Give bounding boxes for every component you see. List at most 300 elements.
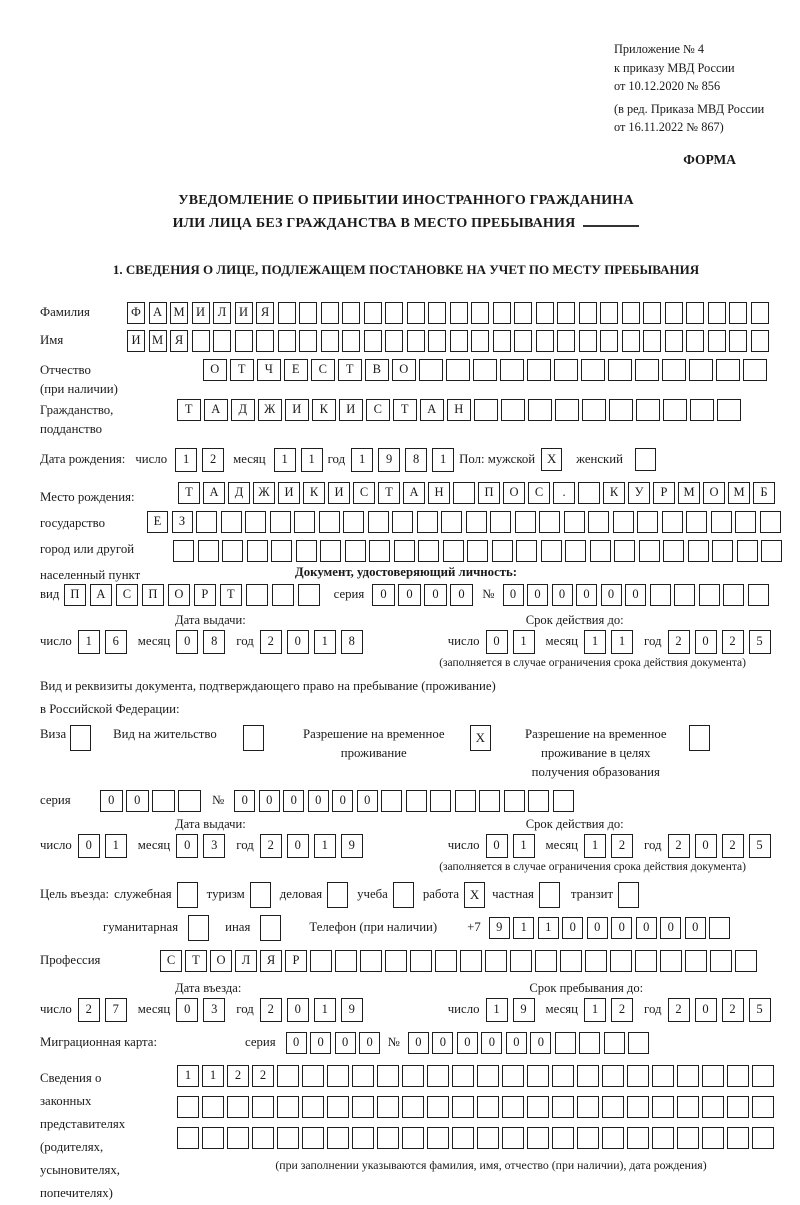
form-cell [277, 1096, 299, 1118]
form-cell: 0 [357, 790, 378, 812]
form-cell [452, 1096, 474, 1118]
form-cell: 9 [513, 998, 535, 1022]
form-cell [477, 1065, 499, 1087]
form-cell [708, 302, 726, 324]
month-label: месяц [545, 634, 579, 648]
form-cell [246, 584, 269, 606]
form-cell [501, 399, 525, 421]
birth-month-label: месяц [233, 452, 266, 466]
form-cell [319, 511, 340, 533]
legal-reps-cells-row1 [177, 1065, 772, 1087]
form-cell [320, 540, 341, 562]
stay-series-label: серия [40, 793, 71, 807]
patronymic-label-line1: Отчество [40, 362, 91, 377]
form-cell [446, 359, 470, 381]
form-cell [453, 482, 475, 504]
form-cell [441, 511, 462, 533]
form-cell [636, 399, 660, 421]
form-cell [410, 950, 432, 972]
form-cell [627, 1065, 649, 1087]
form-cell [177, 1096, 199, 1118]
form-cell [430, 790, 451, 812]
form-cell [278, 302, 296, 324]
legal-reps-label-line1: Сведения о [40, 1070, 102, 1085]
day-label: число [40, 1002, 72, 1016]
form-cell [637, 511, 658, 533]
form-cell [278, 330, 296, 352]
form-cell [622, 330, 640, 352]
form-cell [674, 584, 695, 606]
form-cell [609, 399, 633, 421]
form-cell [272, 584, 295, 606]
form-cell [662, 359, 686, 381]
form-cell [677, 1065, 699, 1087]
form-cell [555, 399, 579, 421]
form-cell [737, 540, 758, 562]
form-cell [402, 1096, 424, 1118]
form-cell [343, 511, 364, 533]
form-cell [443, 540, 464, 562]
surname-cells [127, 302, 772, 324]
checkbox-official [177, 882, 198, 908]
form-cell: Ж [253, 482, 275, 504]
purpose-private-label: частная [492, 887, 534, 901]
form-cell [368, 511, 389, 533]
form-cell: 0 [176, 998, 198, 1022]
migration-series-cells [286, 1032, 384, 1054]
form-cell: 2 [78, 998, 100, 1022]
form-cell [514, 302, 532, 324]
form-cell [708, 330, 726, 352]
form-cell: 1 [584, 630, 606, 654]
form-cell: 0 [408, 1032, 429, 1054]
form-cell [296, 540, 317, 562]
stay-date-headers [40, 817, 772, 832]
form-cell [579, 302, 597, 324]
form-cell: 0 [695, 834, 717, 858]
stay-number-sign: № [212, 793, 225, 807]
form-cell: . [553, 482, 575, 504]
day-label: число [447, 838, 480, 852]
form-cell [686, 302, 704, 324]
identity-note: (заполняется в случае ограничения срока действия документа) [439, 656, 746, 669]
form-cell [552, 1065, 574, 1087]
form-cell [235, 330, 253, 352]
checkbox-temp-residence: X [470, 725, 491, 751]
form-cell: Р [194, 584, 217, 606]
form-cell [743, 359, 767, 381]
form-cell: 0 [527, 584, 548, 606]
form-cell: 0 [308, 790, 329, 812]
form-cell: 0 [457, 1032, 478, 1054]
form-cell [381, 790, 402, 812]
form-cell: И [127, 330, 145, 352]
form-cell [178, 790, 201, 812]
day-label: число [40, 634, 72, 648]
valid-day-cells [486, 630, 540, 654]
form-cell [428, 330, 446, 352]
form-cell [385, 950, 407, 972]
form-cell [510, 950, 532, 972]
form-cell: 2 [260, 998, 282, 1022]
form-cell [643, 302, 661, 324]
form-cell [635, 359, 659, 381]
form-cell [729, 330, 747, 352]
form-cell [702, 1096, 724, 1118]
checkbox-male: X [541, 448, 562, 471]
form-cell [527, 1096, 549, 1118]
year-label: год [644, 634, 662, 648]
form-cell [577, 1127, 599, 1149]
purpose-tourism-label: туризм [206, 887, 245, 901]
form-cell [270, 511, 291, 533]
issue-month-cells [176, 630, 230, 654]
form-cell: 8 [203, 630, 225, 654]
form-cell [299, 330, 317, 352]
form-cell: А [204, 399, 228, 421]
citizenship-label-line1: Гражданство, [40, 402, 114, 417]
form-cell [516, 540, 537, 562]
month-label: месяц [137, 838, 171, 852]
form-cell [652, 1065, 674, 1087]
form-cell [660, 950, 682, 972]
stay-until-month-cells [584, 998, 638, 1022]
identity-type-label: вид [40, 587, 60, 601]
valid-month-cells [584, 834, 638, 858]
visit-purpose-intro: Цель въезда: [40, 887, 110, 901]
form-cell [198, 540, 219, 562]
form-cell: К [603, 482, 625, 504]
form-cell: 0 [126, 790, 149, 812]
form-cell [515, 511, 536, 533]
form-cell: 2 [252, 1065, 274, 1087]
form-cell: 0 [335, 1032, 356, 1054]
form-cell [613, 511, 634, 533]
form-cell: Т [338, 359, 362, 381]
form-cell [639, 540, 660, 562]
birth-place-cells-row1 [178, 482, 772, 504]
form-cell [527, 1065, 549, 1087]
form-cell [192, 330, 210, 352]
form-cell: С [528, 482, 550, 504]
form-cell: 1 [177, 1065, 199, 1087]
purpose-study-label: учеба [357, 887, 388, 901]
identity-valid-header: Срок действия до: [525, 612, 624, 627]
issue-month-cells [176, 834, 230, 858]
form-cell [535, 950, 557, 972]
birth-date-label: Дата рождения: [40, 452, 126, 466]
form-cell [627, 1096, 649, 1118]
birth-day-cells [175, 448, 229, 472]
form-cell [352, 1127, 374, 1149]
form-cell [277, 1065, 299, 1087]
legal-reps-label-line6: попечителях) [40, 1185, 113, 1200]
form-cell [427, 1127, 449, 1149]
form-cell: 0 [176, 630, 198, 654]
given-name-row [40, 330, 772, 352]
birth-place-cells-row3 [173, 540, 772, 562]
form-cell [600, 330, 618, 352]
form-cell [221, 511, 242, 533]
form-cell [452, 1065, 474, 1087]
migration-number-cells [408, 1032, 653, 1054]
checkbox-business [327, 882, 348, 908]
form-cell: С [160, 950, 182, 972]
form-cell [310, 950, 332, 972]
form-cell: 1 [105, 834, 127, 858]
legal-reps-block [40, 1065, 772, 1200]
form-cell [202, 1127, 224, 1149]
title-line2: ИЛИ ЛИЦА БЕЗ ГРАЖДАНСТВА В МЕСТО ПРЕБЫВАНИЯ [40, 212, 772, 235]
form-cell: Е [284, 359, 308, 381]
form-cell [392, 511, 413, 533]
form-cell [735, 950, 757, 972]
form-cell [608, 359, 632, 381]
identity-series-label: серия [333, 587, 365, 601]
checkbox-humanitarian [188, 915, 209, 941]
form-cell: 1 [314, 998, 336, 1022]
stay-issue-header: Дата выдачи: [175, 816, 246, 831]
form-cell [471, 330, 489, 352]
day-label: число [40, 838, 72, 852]
stay-note: (заполняется в случае ограничения срока действия документа) [439, 860, 746, 873]
form-cell: 1 [538, 917, 559, 939]
form-cell: 1 [351, 448, 373, 472]
migration-series-label: серия [245, 1035, 276, 1049]
form-cell [247, 540, 268, 562]
form-cell [528, 399, 552, 421]
issue-year-cells [260, 630, 368, 654]
checkbox-transit [618, 882, 639, 908]
entry-date-header: Дата въезда: [175, 980, 242, 995]
form-cell [450, 330, 468, 352]
form-cell: Т [178, 482, 200, 504]
form-cell [466, 511, 487, 533]
form-cell [610, 950, 632, 972]
month-label: месяц [545, 1002, 579, 1016]
form-cell [555, 1032, 576, 1054]
form-cell [152, 790, 175, 812]
form-cell: Т [185, 950, 207, 972]
form-cell [196, 511, 217, 533]
form-cell: И [285, 399, 309, 421]
form-cell [677, 1096, 699, 1118]
birth-place-label-line4: населенный пункт [40, 567, 141, 582]
form-cell [202, 1096, 224, 1118]
stay-dates-row [40, 834, 772, 858]
form-cell: Р [653, 482, 675, 504]
valid-year-cells [668, 630, 776, 654]
form-cell [541, 540, 562, 562]
form-cell [298, 584, 321, 606]
gender-male-label: Пол: мужской [459, 452, 536, 466]
entry-dates-row [40, 998, 772, 1022]
form-cell [604, 1032, 625, 1054]
form-cell: 0 [398, 584, 421, 606]
form-cell [502, 1096, 524, 1118]
form-cell: Б [753, 482, 775, 504]
form-cell: 0 [695, 630, 717, 654]
entry-date-headers [40, 981, 772, 996]
form-cell: Т [230, 359, 254, 381]
form-cell [402, 1065, 424, 1087]
form-cell: 0 [636, 917, 657, 939]
purpose-work [423, 882, 485, 908]
form-cell [709, 917, 730, 939]
form-cell: И [328, 482, 350, 504]
profession-label: Профессия [40, 952, 101, 967]
form-cell [565, 540, 586, 562]
form-cell [702, 1127, 724, 1149]
form-cell [727, 1065, 749, 1087]
form-cell: 9 [378, 448, 400, 472]
citizenship-label [40, 399, 177, 439]
year-label: год [236, 634, 254, 648]
form-cell [528, 790, 549, 812]
form-cell: 0 [424, 584, 447, 606]
form-cell [327, 1127, 349, 1149]
form-cell [635, 950, 657, 972]
form-cell [327, 1065, 349, 1087]
form-cell: 5 [749, 834, 771, 858]
form-cell: 3 [203, 834, 225, 858]
form-cell: 0 [552, 584, 573, 606]
residence-permit-label: Вид на жительство [113, 726, 217, 741]
day-label: число [447, 1002, 480, 1016]
valid-day-cells [486, 834, 540, 858]
form-cell [327, 1096, 349, 1118]
given-name-cells [127, 330, 772, 352]
migration-number-sign: № [387, 1035, 400, 1049]
stay-issue-date [40, 834, 368, 858]
form-cell: 1 [513, 834, 535, 858]
form-cell: 0 [486, 630, 508, 654]
form-cell [622, 302, 640, 324]
identity-dates-row [40, 630, 772, 654]
form-cell [748, 584, 769, 606]
form-cell [699, 584, 720, 606]
form-cell [452, 1127, 474, 1149]
legal-reps-label-line5: усыновителях, [40, 1162, 120, 1177]
purpose-business [280, 882, 348, 908]
form-cell: 2 [722, 834, 744, 858]
identity-number-sign: № [482, 587, 495, 601]
migration-card-label: Миграционная карта: [40, 1035, 158, 1049]
form-cell: 0 [234, 790, 255, 812]
form-cell [727, 1096, 749, 1118]
form-cell [677, 1127, 699, 1149]
surname-label: Фамилия [40, 304, 90, 319]
form-cell: Д [228, 482, 250, 504]
form-cell [602, 1096, 624, 1118]
visit-purpose-row2 [40, 915, 772, 941]
form-cell: 1 [301, 448, 323, 472]
form-cell: 2 [722, 998, 744, 1022]
month-label: месяц [545, 838, 579, 852]
purpose-humanitarian-label: гуманитарная [103, 920, 179, 934]
form-cell [602, 1127, 624, 1149]
stay-valid-date [448, 834, 776, 858]
identity-doc-header: Документ, удостоверяющий личность: [294, 564, 518, 579]
form-cell [342, 330, 360, 352]
form-cell: А [420, 399, 444, 421]
checkbox-tourism [250, 882, 271, 908]
form-cell [385, 330, 403, 352]
form-cell: 1 [314, 630, 336, 654]
form-cell: 0 [100, 790, 123, 812]
form-cell [650, 584, 671, 606]
form-cell [428, 302, 446, 324]
blank-underline [583, 213, 639, 227]
form-cell: 6 [105, 630, 127, 654]
form-cell: Н [447, 399, 471, 421]
form-cell [299, 302, 317, 324]
form-cell: 0 [562, 917, 583, 939]
form-cell: 0 [78, 834, 100, 858]
form-cell [577, 1065, 599, 1087]
form-cell: Ж [258, 399, 282, 421]
form-cell [352, 1065, 374, 1087]
birth-year-label: год [327, 452, 346, 466]
form-cell: 8 [341, 630, 363, 654]
form-cell [751, 302, 769, 324]
issue-day-cells [78, 630, 132, 654]
form-cell [665, 330, 683, 352]
gender-female-label: женский [576, 452, 623, 466]
form-cell [662, 511, 683, 533]
form-cell: О [168, 584, 191, 606]
identity-date-headers [40, 613, 772, 628]
form-cell: 0 [259, 790, 280, 812]
form-cell: Т [378, 482, 400, 504]
visit-purpose-row1 [40, 882, 772, 908]
checkbox-work: X [464, 882, 485, 908]
form-cell: И [235, 302, 253, 324]
purpose-official-label: служебная [114, 887, 172, 901]
form-cell [577, 1096, 599, 1118]
form-cell [652, 1127, 674, 1149]
valid-month-cells [584, 630, 638, 654]
form-cell: Я [260, 950, 282, 972]
birth-place-label-line3: город или другой [40, 541, 135, 556]
form-cell: М [678, 482, 700, 504]
form-cell [302, 1065, 324, 1087]
stay-until-year-cells [668, 998, 776, 1022]
form-cell [585, 950, 607, 972]
form-cell [485, 950, 507, 972]
entry-date [40, 998, 368, 1022]
form-cell [369, 540, 390, 562]
form-cell [710, 950, 732, 972]
form-cell: 8 [405, 448, 427, 472]
form-cell: 1 [611, 630, 633, 654]
stay-doc-series-row [40, 790, 772, 812]
title-line1: УВЕДОМЛЕНИЕ О ПРИБЫТИИ ИНОСТРАННОГО ГРАЖДАНИНА [178, 192, 634, 208]
legal-reps-label-line2: законных [40, 1093, 92, 1108]
phone-label: Телефон (при наличии) [309, 920, 438, 934]
form-cell [504, 790, 525, 812]
form-cell [477, 1127, 499, 1149]
form-cell: 1 [513, 630, 535, 654]
purpose-transit-label: транзит [570, 887, 614, 901]
form-cell [450, 302, 468, 324]
legal-reps-label [40, 1067, 180, 1205]
form-cell [643, 330, 661, 352]
form-cell [690, 399, 714, 421]
form-cell [418, 540, 439, 562]
form-cell [628, 1032, 649, 1054]
form-cell [579, 330, 597, 352]
